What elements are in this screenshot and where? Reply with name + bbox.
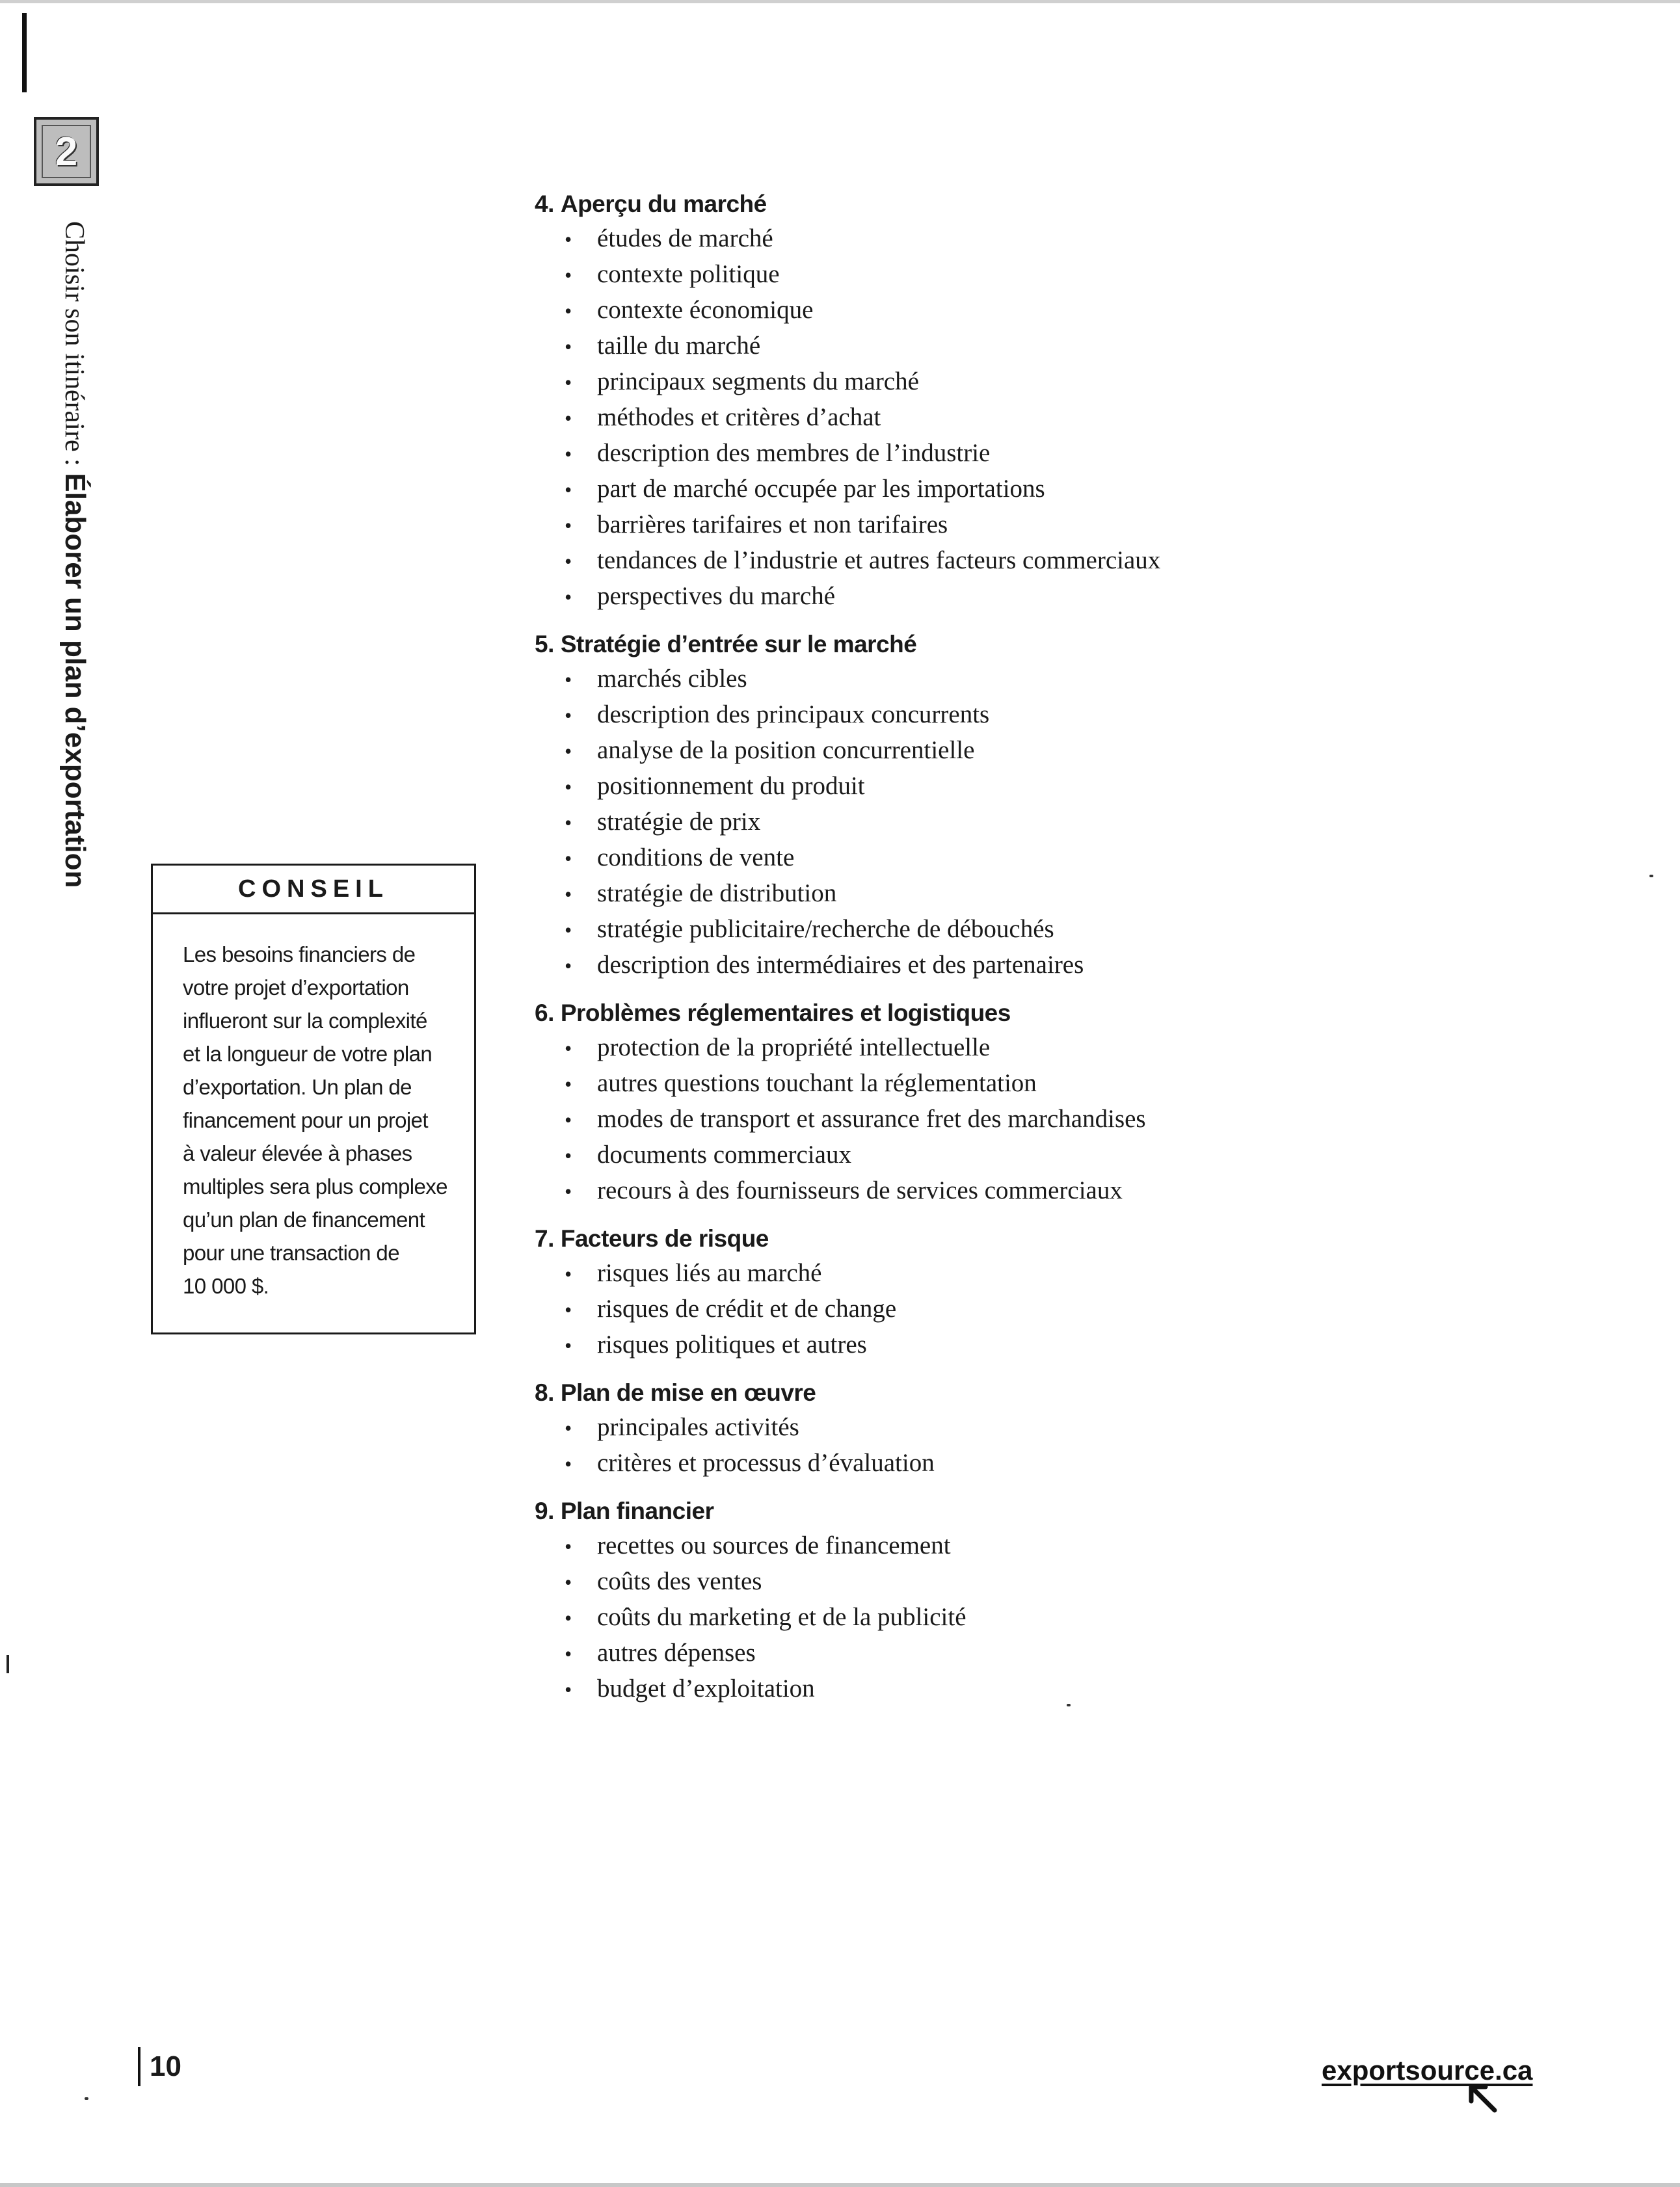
list-item <box>565 328 1549 364</box>
section-number: 6. <box>535 1000 554 1026</box>
bullet-icon: • <box>565 1144 572 1167</box>
section-number: 7. <box>535 1225 554 1252</box>
mouse-pointer-icon <box>1469 2084 1501 2117</box>
tip-heading: CONSEIL <box>153 866 474 914</box>
margin-tick <box>7 1655 9 1673</box>
section-number: 9. <box>535 1498 554 1524</box>
bullet-icon: • <box>565 1571 572 1594</box>
section-item-list <box>535 1528 1549 1707</box>
list-item-text: documents commerciaux <box>597 1141 851 1169</box>
bullet-icon: • <box>565 1606 572 1630</box>
section-number: 8. <box>535 1379 554 1406</box>
list-item <box>565 840 1549 876</box>
bullet-icon: • <box>565 406 572 430</box>
outline-section <box>535 996 1549 1209</box>
bullet-icon: • <box>565 1180 572 1203</box>
chapter-side-title <box>59 221 91 888</box>
list-item <box>565 948 1549 983</box>
section-heading <box>535 1222 1549 1256</box>
list-item-text: description des intermédiaires et des partenaires <box>597 951 1084 979</box>
list-item <box>565 1173 1549 1209</box>
section-item-list <box>535 1030 1549 1209</box>
list-item <box>565 804 1549 840</box>
section-title: Stratégie d’entrée sur le marché <box>560 631 917 657</box>
outline-section <box>535 628 1549 983</box>
bullet-icon: • <box>565 811 572 834</box>
section-item-list <box>535 1256 1549 1363</box>
list-item-text: marchés cibles <box>597 665 747 693</box>
plan-outline <box>535 187 1549 1720</box>
section-heading <box>535 1376 1549 1410</box>
bullet-icon: • <box>565 1678 572 1701</box>
list-item-text: critères et processus d’évaluation <box>597 1449 935 1477</box>
list-item <box>565 507 1549 543</box>
list-item-text: budget d’exploitation <box>597 1675 815 1703</box>
list-item-text: méthodes et critères d’achat <box>597 403 881 431</box>
page-bottom-edge <box>0 2183 1680 2187</box>
list-item <box>565 1410 1549 1446</box>
list-item <box>565 257 1549 293</box>
section-item-list <box>535 221 1549 615</box>
list-item <box>565 579 1549 615</box>
website-link[interactable]: exportsource.ca <box>1322 2055 1533 2086</box>
list-item <box>565 471 1549 507</box>
chapter-number-badge <box>34 117 99 186</box>
bullet-icon: • <box>565 263 572 287</box>
section-number: 5. <box>535 631 554 657</box>
list-item <box>565 543 1549 579</box>
list-item-text: autres questions touchant la réglementation <box>597 1069 1037 1097</box>
list-item-text: recours à des fournisseurs de services commerciaux <box>597 1176 1123 1204</box>
bullet-icon: • <box>565 1262 572 1286</box>
list-item-text: stratégie de prix <box>597 808 761 836</box>
bullet-icon: • <box>565 1037 572 1060</box>
list-item <box>565 912 1549 948</box>
bullet-icon: • <box>565 954 572 977</box>
bullet-icon: • <box>565 442 572 466</box>
list-item <box>565 293 1549 328</box>
list-item <box>565 733 1549 769</box>
bullet-icon: • <box>565 1108 572 1132</box>
list-item-text: coûts du marketing et de la publicité <box>597 1603 967 1631</box>
bullet-icon: • <box>565 335 572 358</box>
section-item-list <box>535 661 1549 983</box>
list-item-text: analyse de la position concurrentielle <box>597 736 975 764</box>
list-item-text: études de marché <box>597 224 773 252</box>
list-item <box>565 364 1549 400</box>
chapter-number: 2 <box>55 129 78 174</box>
list-item-text: description des membres de l’industrie <box>597 439 991 467</box>
list-item <box>565 221 1549 257</box>
section-heading <box>535 628 1549 661</box>
bullet-icon: • <box>565 550 572 573</box>
speck-mark <box>85 2097 88 2100</box>
bullet-icon: • <box>565 775 572 799</box>
bullet-icon: • <box>565 1452 572 1476</box>
list-item-text: contexte politique <box>597 260 780 288</box>
list-item-text: description des principaux concurrents <box>597 700 990 728</box>
tip-body: Les besoins financiers de votre projet d’exportation influeront sur la complexité et la longueur de votre plan d’exportation. Un plan de financement pour un projet à valeur élevée à phases multiples sera plus complexe qu’un plan de financement pour une transaction de 10 000 $. <box>183 942 447 1298</box>
section-title: Plan financier <box>560 1498 714 1524</box>
section-heading <box>535 996 1549 1030</box>
list-item-text: conditions de vente <box>597 843 795 871</box>
bullet-icon: • <box>565 668 572 691</box>
chapter-side-title-main: Élaborer un plan d’exportation <box>59 473 91 888</box>
section-heading <box>535 187 1549 221</box>
outline-section <box>535 187 1549 615</box>
margin-bar <box>22 13 27 92</box>
bullet-icon: • <box>565 1072 572 1096</box>
list-item <box>565 876 1549 912</box>
chapter-side-title-prefix: Choisir son itinéraire : <box>59 221 89 473</box>
list-item <box>565 1446 1549 1481</box>
list-item-text: risques de crédit et de change <box>597 1295 897 1323</box>
speck-mark <box>1649 875 1653 877</box>
list-item <box>565 1137 1549 1173</box>
list-item-text: part de marché occupée par les importations <box>597 475 1045 503</box>
section-heading <box>535 1494 1549 1528</box>
list-item <box>565 661 1549 697</box>
list-item-text: barrières tarifaires et non tarifaires <box>597 510 948 538</box>
bullet-icon: • <box>565 299 572 323</box>
section-title: Problèmes réglementaires et logistiques <box>560 1000 1011 1026</box>
bullet-icon: • <box>565 704 572 727</box>
list-item <box>565 1528 1549 1564</box>
list-item <box>565 769 1549 804</box>
list-item <box>565 400 1549 436</box>
list-item-text: perspectives du marché <box>597 582 836 610</box>
list-item-text: tendances de l’industrie et autres facteurs commerciaux <box>597 546 1161 574</box>
list-item <box>565 697 1549 733</box>
list-item <box>565 1102 1549 1137</box>
outline-section <box>535 1222 1549 1363</box>
bullet-icon: • <box>565 1642 572 1665</box>
speck-mark <box>1067 1704 1071 1706</box>
list-item <box>565 1030 1549 1066</box>
list-item-text: risques liés au marché <box>597 1259 822 1287</box>
list-item <box>565 1327 1549 1363</box>
bullet-icon: • <box>565 514 572 537</box>
list-item-text: autres dépenses <box>597 1639 756 1667</box>
list-item-text: contexte économique <box>597 296 814 324</box>
bullet-icon: • <box>565 1416 572 1440</box>
list-item <box>565 1636 1549 1671</box>
bullet-icon: • <box>565 1334 572 1357</box>
page-number: 10 <box>138 2047 181 2086</box>
list-item-text: principales activités <box>597 1413 799 1441</box>
section-title: Plan de mise en œuvre <box>560 1379 816 1406</box>
section-title: Aperçu du marché <box>560 191 767 217</box>
list-item <box>565 1256 1549 1292</box>
list-item <box>565 1292 1549 1327</box>
list-item-text: principaux segments du marché <box>597 367 919 395</box>
list-item <box>565 1564 1549 1600</box>
outline-section <box>535 1494 1549 1707</box>
bullet-icon: • <box>565 478 572 501</box>
bullet-icon: • <box>565 228 572 251</box>
list-item-text: modes de transport et assurance fret des marchandises <box>597 1105 1146 1133</box>
section-item-list <box>535 1410 1549 1481</box>
bullet-icon: • <box>565 1535 572 1558</box>
list-item <box>565 1066 1549 1102</box>
bullet-icon: • <box>565 847 572 870</box>
bullet-icon: • <box>565 1298 572 1321</box>
list-item-text: protection de la propriété intellectuelle <box>597 1033 991 1061</box>
outline-section <box>535 1376 1549 1481</box>
list-item-text: recettes ou sources de financement <box>597 1531 951 1559</box>
tip-box <box>151 864 476 1334</box>
list-item <box>565 1600 1549 1636</box>
bullet-icon: • <box>565 371 572 394</box>
list-item-text: stratégie publicitaire/recherche de débouchés <box>597 915 1054 943</box>
section-number: 4. <box>535 191 554 217</box>
list-item-text: taille du marché <box>597 332 761 360</box>
bullet-icon: • <box>565 882 572 906</box>
list-item-text: risques politiques et autres <box>597 1331 867 1359</box>
page-top-edge <box>0 0 1680 3</box>
list-item-text: stratégie de distribution <box>597 879 837 907</box>
bullet-icon: • <box>565 585 572 609</box>
list-item <box>565 1671 1549 1707</box>
bullet-icon: • <box>565 918 572 942</box>
list-item <box>565 436 1549 471</box>
list-item-text: positionnement du produit <box>597 772 865 800</box>
list-item-text: coûts des ventes <box>597 1567 762 1595</box>
bullet-icon: • <box>565 739 572 763</box>
section-title: Facteurs de risque <box>560 1225 769 1252</box>
